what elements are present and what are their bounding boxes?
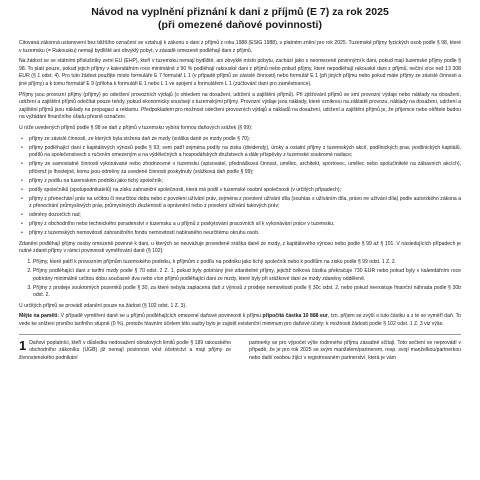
column-left-text: Daňoví poplatníci, kteří v důsledku nedosažení obratových limitů podle § 189 rakouského obchodního zákoníku (UGB) již nemají povinnost vést účetnictví a mají příjmy ze živnostenského podnikání [19, 339, 231, 361]
assessment-list [19, 259, 461, 300]
list-item: • podíly společníků (spolupodnikatelů) na zisku zahraniční společnosti, která má podíl v tuzemské osobní společnosti (v určitých případech); [29, 187, 461, 195]
list-item: • odměny dozorčích rad; [29, 212, 461, 220]
list-item: • příjmy z tuzemských nemovitostí zahraničního fondu nemovitostí nabíraného neurčitému okruhu osob. [29, 230, 461, 238]
withholding-intro: U níže uvedených příjmů podle § 98 se daň z příjmů v tuzemsku vybírá formou daňových srážek (§ 99): [19, 124, 253, 131]
document-title [19, 6, 461, 32]
list-item: • příjmy z podílu na tuzemském podniku jako tichý společník; [29, 178, 461, 186]
eu-paragraph: Na žádost se se státními příslušníky zemí EU (EHP), kteří v tuzemsku nemají bydliště, ani obvyklé místo pobytu, zachází jako s neomezeně povinnými k dani, pokud mají tuzemské příjmy podle § 98. To platí pouze, pokud jejich příjmy v kalendářním roce minimálně z 90 % podléhají rakouské dani z příjmů nebo pokud příjmy, které nepodléhají rakouské dani z příjmů, nečiní více než 13 308 EUR (§ 1 odst. 4). Pro tuto žádost použijte místo formuláře E 7 formulář L 1 (v případě příjmů ze závislé činnosti) nebo formulář E 1 (při jiných příjmu nebo pokud máte příjmy ze závislé činnosti a jiné příjmy) a k tomu formulář E 9 (přiloha k formuláři E 1 nebo L 1 ve spojení s formulářem L 1 (zúčtování daní pro zaměstnance). [19, 58, 461, 87]
list-item: • příjmy podléhající dani z kapitálových výnosů podle § 93; sem patří zejména podíly na zisku (dividendy), úroky a ostatní příjmy z tuzemských akcií, podílnických prav, podílnických kapitálů, podílů na společenstvech s ručením omezeným a na výdělečných a hospodářských družstvech a dále příspěvky z tuzemské soukromé nadace; [29, 145, 461, 160]
column-right-text: partnerky se pro výpočet výše rodinného příjmu zásadně sčítají. Toto sečtení se neprovádí v případě, že je pro rok 2025 se svým manželem/partnerem, resp. svojí manželkou/partnerkou nebo další osobou žijící v registrovaném partnerství, která je vám [249, 339, 461, 361]
note-amount: připočítá částka 10 888 eur [262, 313, 328, 320]
column-left [19, 337, 231, 363]
assessment-paragraph: Zdanění podléhají příjmy osoby omezeně povinné k dani, u kterých se neuvažuje provedené sráška daně ze mzdy, z kapitálového výnosu nebo podle § 99 až § 101. V následujících případech je nutné zdanit příjmy v rámci povinnosti vyměřování daně (§ 102): [19, 240, 461, 255]
request-paragraph: U určitých příjmů se provádí zdanění pouze na žádost (§ 102 odst. 1 Z. 3). [19, 302, 187, 309]
note-text-b: , tzn. příjem se zvýší o tuto částku a z té se vyměří daň. To vede ke snížení prvního tarifního stupně (0 %), protože hlavním účelem této sazby bylo je zajistit existenční minimum pro daňové účely; k možnosti žádosti podle § 102 odst. 1 Z. 3 viz výše. [19, 313, 461, 327]
intro-paragraph: Citovaná zákonná ustanovení bez bližšího označení se vztahují k zákonu o dani z příjmů z roku 1988 (EStG 1988), v platném znění pro rok 2025. Tuzemské příjmy fyzických osob podle § 98, které v tuzemsku (= Rakousku) nemají bydliště ani obvyklý pobyt, v zásadě omezeně podléhají dani z příjmů. [19, 40, 461, 54]
list-item: 1. Příjmy, které patří k provozním příjmům tuzemského podniku, k příjmům z podílu na podniku jako tichý společník nebo k podílům na zisku podle § 99 odst. 1 Z. 2. [33, 259, 461, 267]
list-item: • příjmy ze samostatné činnosti vykonávané nebo zhodnocené v tuzemsku (spisovatel, přednášková činnost, umělec, architekt, sportovec, umělec nebo spolučinitelé na zábavních akcích), přičemž je lhostejné, komu jsou odměny za uvedené činnosti poskytnuty (srážková daň podle § 99); [29, 161, 461, 176]
list-item: • příjmy z obchodního nebo technického poradenství v tuzemsku a u příjmů z poskytování pracovních sil k vykonávání práce v tuzemsku; [29, 221, 461, 229]
title-line-2: (při omezené daňové povinnosti) [158, 19, 322, 31]
note-text-a: V případě vyměření daně se u příjmů podléhajících omezené daňové povinnosti k příjmu [60, 313, 263, 320]
note-label: Mějte na paměti: [19, 313, 60, 320]
column-right [249, 340, 461, 363]
list-item: 3. Příjmy z prodeje soukromých pozemků podle § 30, za které nebyla zaplacena daň z výnosů z prodeje nemovitosti podle § 30c odst. 2, nebo pokud neexistuje finanční náhrada podle § 30b odst. 2. [33, 285, 461, 300]
list-item: 2. Příjmy podléhající dani z tarifní mzdy podle § 70 odst. 2 Z. 1, pokud byly pobírány jiné zdanitelné příjmy, jejichž celková částka překračuje 730 EUR nebo pokud byly v kalendářním roce pobírány minimálně určitou dobu současně dva nebo více příjmů podléhající dani ze mzdy, které byly při srážkové dani ze mzdy zdaněny odděleně. [33, 268, 461, 283]
section-number: 1 [19, 337, 27, 353]
list-item: • příjmy z přenechání práv na určitou či neurčitou dobu nebo z povolení užívání práv, zejména z povolení užívání díla (souhlas s užíváním díla, právo ne užívání díla) podle autorského zákona a z přenechání průmyslových práv, průmyslových zkušeností a oprávnění nebo z povolení užívání takových práv; [29, 196, 461, 211]
two-column-section [19, 337, 461, 363]
document-body [19, 40, 461, 329]
list-item: • příjmy ze závislé činnosti, ze kterých byla stržena daň ze mzdy (sráška daně ze mzdy podle § 70); [29, 136, 461, 144]
note-paragraph [19, 313, 461, 328]
section-divider [19, 334, 461, 335]
withholding-list [19, 136, 461, 238]
income-paragraph: Příjmy jsou provozní příjmy (příjmy) po odečtení provozních výdajů (s ohledem na dosažení, udržení a zajištění příjmů). Při zjišťování příjmů se smí provozní výdaje nebo náklady na dosažení, udržení a zajištění příjmů odečítat pouze tehdy, pokud ekonomicky souvisejí s tuzemskými příjmy. Provozní výdaje jsou náklady, které vzniknou na základě provozu, náklady na dosažení, udržení a zajištění příjmů jsou náklady na propagaci a reklamu. Předpokladem pro možnost odečtení provozních výdajů a nákladů na dosažení, udržení a zajištění příjmů je, že příjemce nebo věřitele budou na vyžádání finančního úřadu přesně označeni. [19, 91, 461, 121]
title-line-1: Návod na vyplnění přiznání k dani z příjmů (E 7) za rok 2025 [91, 6, 389, 18]
